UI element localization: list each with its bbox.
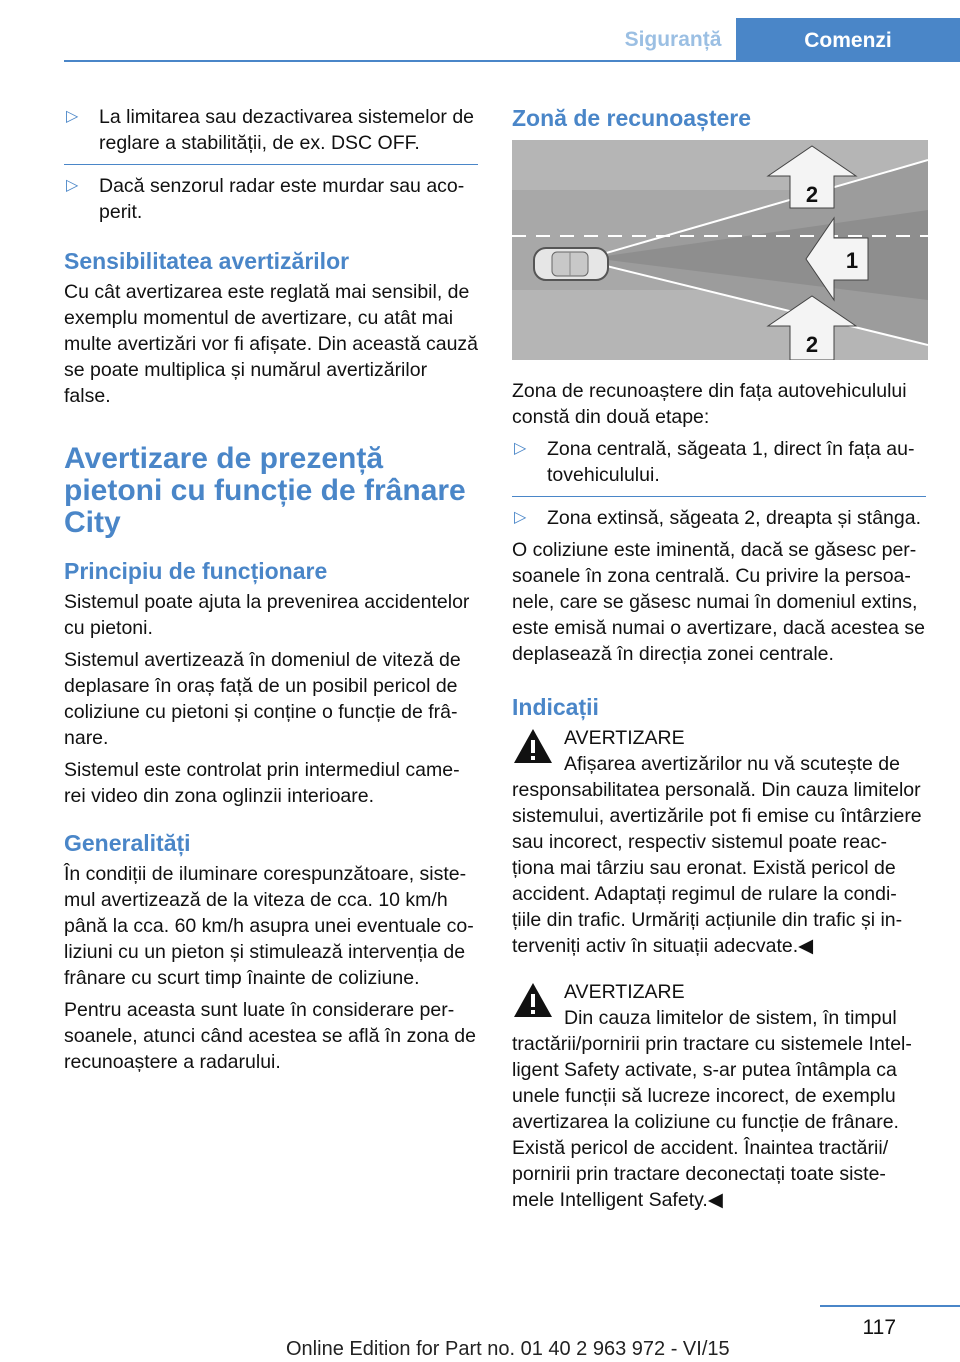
divider <box>64 164 478 165</box>
warning-title: AVERTIZARE <box>564 727 685 749</box>
bullet-triangle-icon: ▷ <box>514 509 527 526</box>
edition-text: Online Edition for Part no. 01 40 2 963 972 - VI/15 <box>286 1338 730 1360</box>
bullet-triangle-icon: ▷ <box>514 440 527 457</box>
tab-controls[interactable]: Comenzi <box>736 18 960 60</box>
arrow-1-label: 1 <box>845 248 859 273</box>
divider <box>512 496 926 497</box>
warning-text: Afișarea avertizărilor nu vă scutește de responsabilitatea personală. Din cauza limitelor sistemului, avertizările pot fi emise cu întârziere sau incorect, respectiv sistemul poate reac‐ționa mai târziu sau eronat. Există pericol de accident. Adaptați regimul de rulare la condi‐țiile din trafic. Urmăriți acțiunile din trafic și in‐terveniți activ în situații adecvate.◀ <box>512 753 922 957</box>
warning-triangle-icon <box>512 981 554 1019</box>
detection-zone-figure <box>512 140 928 360</box>
detection-zone-diagram <box>512 140 928 360</box>
page-header <box>0 0 960 62</box>
bullet-triangle-icon: ▷ <box>66 177 79 194</box>
list-item-text: Zona centrală, săgeata 1, direct în fața au‐tovehiculului. <box>547 438 915 486</box>
arrow-2-top-label: 2 <box>805 182 819 207</box>
notes-heading: Indicații <box>512 694 599 720</box>
page-footer <box>0 1300 960 1362</box>
general-paragraph-1: În condiții de iluminare corespunzătoare, siste‐mul avertizează de la viteza de cca. 10 km/h până la cca. 60 km/h asupra unei eventuale co‐liziuni cu un pieton și stimulează intervenția de frânare cu scurt timp înainte de coliziune. <box>64 863 474 989</box>
zone-text: O coliziune este iminentă, dacă se găsesc per‐soanele în zona centrală. Cu privire la persoa‐nele, care se găsesc numai în domeniul extins, este emisă numai o avertizare, dacă acestea se deplasează în direcția zonei centrale. <box>512 539 925 665</box>
list-item <box>512 436 926 488</box>
zone-intro: Zona de recunoaștere din fața autovehiculului constă din două etape: <box>512 380 907 428</box>
list-item <box>64 173 478 225</box>
list-item <box>64 104 478 156</box>
list-item <box>512 505 926 531</box>
principle-paragraph-3: Sistemul este controlat prin intermediul came‐rei video din zona oglinzii interioare. <box>64 759 460 807</box>
general-heading: Generalități <box>64 830 191 856</box>
principle-paragraph-1: Sistemul poate ajuta la prevenirea accidentelor cu pietoni. <box>64 591 470 639</box>
warning-title: AVERTIZARE <box>564 981 685 1003</box>
arrow-2-bottom-label: 2 <box>805 332 819 357</box>
warning-box-1 <box>512 725 926 959</box>
principle-paragraph-2: Sistemul avertizează în domeniul de viteză de deplasare în oraș față de un posibil pericol de coliziune cu pietoni și conține o funcție de frâ‐nare. <box>64 649 461 749</box>
list-item-text: Zona extinsă, săgeata 2, dreapta și stânga. <box>547 507 921 529</box>
zone-heading: Zonă de recunoaștere <box>512 105 752 131</box>
warning-box-2 <box>512 979 926 1213</box>
principle-heading: Principiu de funcționare <box>64 558 328 584</box>
list-item-text: La limitarea sau dezactivarea sistemelor de reglare a stabilității, de ex. DSC OFF. <box>99 106 475 154</box>
page-number: 117 <box>862 1316 896 1339</box>
warning-triangle-icon <box>512 727 554 765</box>
left-column <box>64 104 478 1081</box>
footer-rule <box>820 1305 960 1307</box>
bullet-triangle-icon: ▷ <box>66 108 79 125</box>
general-paragraph-2: Pentru aceasta sunt luate în considerare per‐soanele, atunci când acestea se află în zona de recunoaștere a radarului. <box>64 999 476 1073</box>
header-rule <box>64 60 960 62</box>
sensitivity-text: Cu cât avertizarea este reglată mai sensibil, de exemplu momentul de avertizare, cu atât mai multe avertizări vor fi afișate. Din această cauză se poate multiplica și numărul avertizărilor false. <box>64 281 479 407</box>
sensitivity-heading: Sensibilitatea avertizărilor <box>64 248 350 274</box>
car-icon <box>534 248 608 280</box>
tab-safety[interactable]: Siguranță <box>624 28 722 51</box>
section-title: Avertizare de prezență pietoni cu funcție de frânare City <box>64 442 466 539</box>
right-column <box>512 104 926 1219</box>
list-item-text: Dacă senzorul radar este murdar sau aco‐perit. <box>99 175 465 223</box>
warning-text: Din cauza limitelor de sistem, în timpul tractării/pornirii prin tractare cu sistemele Intel‐ligent Safety activate, s-ar putea întâmpla ca unele funcții să lucreze incorect, de exemplu avertizarea la coliziune cu funcție de frânare. Există pericol de accident. Înaintea tractării/ pornirii prin tractare deconectați toate siste‐mele Intelligent Safety.◀ <box>512 1007 912 1211</box>
